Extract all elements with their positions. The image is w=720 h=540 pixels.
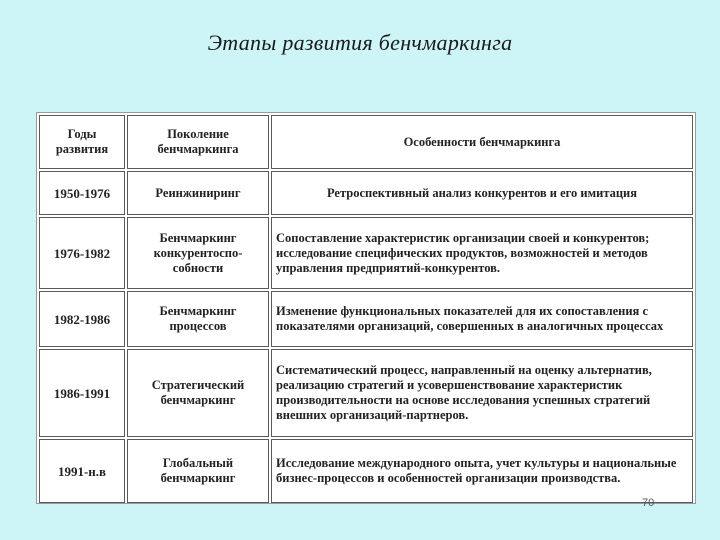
page-number: 70 [642,497,655,509]
table-row [39,217,693,289]
table-header-row [39,115,693,169]
row-features: Исследование международного опыта, учет культуры и национальные бизнес-процессов и особенностей организации производства. [271,439,693,503]
row-years: 1986-1991 [39,349,125,437]
row-generation: Бенчмаркинг процессов [127,291,269,347]
row-features: Ретроспективный анализ конкурентов и его имитация [271,171,693,215]
row-generation: Глобальный бенчмаркинг [127,439,269,503]
header-features: Особенности бенчмаркинга [271,115,693,169]
table-row [39,291,693,347]
row-years: 1991-н.в [39,439,125,503]
row-features: Систематический процесс, направленный на оценку альтернатив, реализацию стратегий и усовершенствование характеристик производительности на основе исследования успешных стратегий внешних организаций-партнеров. [271,349,693,437]
row-generation: Стратегический бенчмаркинг [127,349,269,437]
table-row [39,171,693,215]
row-generation: Реинжиниринг [127,171,269,215]
row-years: 1976-1982 [39,217,125,289]
benchmarking-stages-table [36,112,696,504]
row-generation: Бенчмаркинг конкурентоспо-собности [127,217,269,289]
row-years: 1950-1976 [39,171,125,215]
header-years: Годы развития [39,115,125,169]
row-features: Изменение функциональных показателей для их сопоставления с показателями организаций, совершенных в аналогичных процессах [271,291,693,347]
row-features: Сопоставление характеристик организации своей и конкурентов; исследование специфических продуктов, возможностей и методов управления предприятий-конкурентов. [271,217,693,289]
page-title: Этапы развития бенчмаркинга [207,30,513,55]
header-generation: Поколение бенчмаркинга [127,115,269,169]
table-row [39,439,693,503]
row-years: 1982-1986 [39,291,125,347]
table-row [39,349,693,437]
